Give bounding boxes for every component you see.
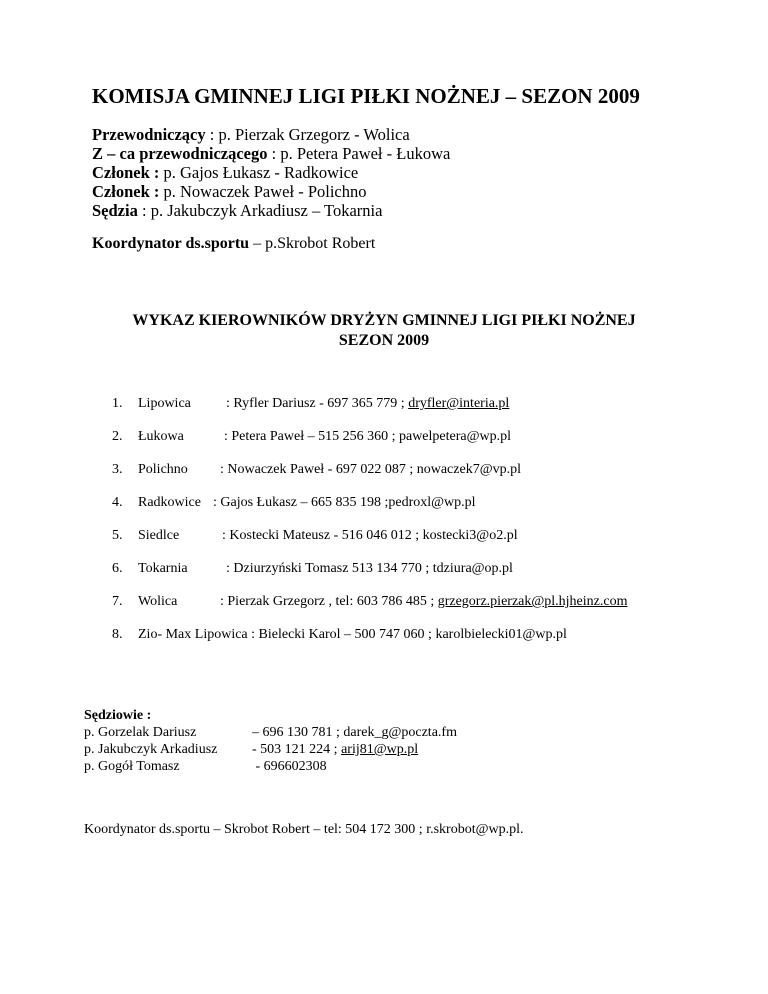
managers-title-season: SEZON 2009 (338, 332, 430, 349)
team-name: Siedlce (138, 528, 180, 543)
commission-vice-chair-line (92, 144, 450, 163)
team-row (112, 561, 513, 577)
commission-role: Członek : (92, 163, 160, 182)
commission-role: Członek : (92, 182, 160, 201)
referee-phone: - 696602308 (252, 759, 327, 774)
referee-name: p. Jakubczyk Arkadiusz (84, 742, 218, 757)
team-row (112, 594, 628, 610)
team-email: kostecki3@o2.pl (422, 528, 518, 543)
team-manager-contact: : Gajos Łukasz – 665 835 198 ; (213, 495, 389, 510)
team-email: karolbielecki01@wp.pl (435, 627, 567, 642)
referee-email-link[interactable]: arij81@wp.pl (341, 742, 419, 757)
team-manager-contact: : Nowaczek Paweł - 697 022 087 ; (220, 462, 417, 477)
coordinator-line (92, 235, 375, 253)
team-name: Lipowica (138, 396, 191, 411)
team-manager-info (248, 627, 567, 642)
referee-phone: - 503 121 224 ; (252, 742, 342, 757)
team-name: Polichno (138, 462, 188, 477)
team-email: pedroxl@wp.pl (388, 495, 476, 510)
coordinator-name: – p.Skrobot Robert (249, 235, 376, 252)
referee-row (84, 741, 457, 758)
commission-member: p. Jakubczyk Arkadiusz – Tokarnia (150, 201, 383, 220)
referee-email: darek_g@poczta.fm (343, 725, 457, 740)
referees-heading: Sędziowie : (84, 708, 152, 723)
team-number: 8. (112, 627, 123, 642)
team-number: 4. (112, 495, 123, 510)
team-row (112, 528, 518, 544)
team-manager-info (226, 396, 509, 412)
team-manager-contact: : Pierzak Grzegorz , tel: 603 786 485 ; (220, 594, 438, 609)
team-email-link[interactable]: dryfler@interia.pl (408, 396, 510, 411)
managers-section-title (60, 311, 708, 351)
referee-name: p. Gogół Tomasz (84, 759, 180, 774)
team-number: 7. (112, 594, 123, 609)
team-row (112, 462, 521, 478)
commission-role: Z – ca przewodniczącego (92, 144, 268, 163)
managers-title-line: WYKAZ KIEROWNIKÓW DRYŻYN GMINNEJ LIGI PIŁKI NOŻNEJ (132, 312, 636, 329)
team-manager-info (220, 462, 521, 478)
team-number: 1. (112, 396, 123, 411)
commission-member: p. Pierzak Grzegorz - Wolica (218, 125, 410, 144)
team-name: Zio- Max Lipowica (138, 627, 248, 642)
team-manager-info (213, 495, 476, 511)
commission-separator: : (267, 144, 281, 163)
coordinator-contact-footer: Koordynator ds.sportu – Skrobot Robert – tel: 504 172 300 ; r.skrobot@wp.pl. (84, 822, 524, 837)
team-manager-contact: : Ryfler Dariusz - 697 365 779 ; (226, 396, 409, 411)
team-row (112, 495, 476, 511)
team-manager-contact: : Petera Paweł – 515 256 360 ; (224, 429, 399, 444)
commission-member: p. Nowaczek Paweł - Polichno (163, 182, 367, 201)
commission-separator: : (137, 201, 151, 220)
team-email-link[interactable]: grzegorz.pierzak@pl.hjheinz.com (437, 594, 628, 609)
team-manager-contact: : Bielecki Karol – 500 747 060 ; (247, 627, 436, 642)
commission-role: Przewodniczący (92, 125, 206, 144)
commission-chair-line (92, 125, 410, 144)
team-row (112, 429, 511, 445)
team-manager-info (220, 594, 627, 610)
document-title: KOMISJA GMINNEJ LIGI PIŁKI NOŻNEJ – SEZON 2009 (92, 84, 640, 108)
commission-separator: : (205, 125, 219, 144)
commission-member: p. Petera Paweł - Łukowa (280, 144, 451, 163)
referee-row (84, 724, 457, 741)
team-name: Tokarnia (138, 561, 188, 576)
team-email: pawelpetera@wp.pl (398, 429, 511, 444)
team-number: 2. (112, 429, 123, 444)
team-row (112, 396, 510, 412)
commission-member-line (92, 182, 367, 201)
team-manager-info (222, 528, 518, 544)
team-name: Radkowice (138, 495, 201, 510)
team-row (112, 627, 567, 643)
team-manager-info (226, 561, 513, 577)
commission-member-line (92, 163, 358, 182)
team-manager-contact: : Kostecki Mateusz - 516 046 012 ; (222, 528, 423, 543)
commission-referee-line (92, 201, 382, 220)
referee-phone: – 696 130 781 ; (252, 725, 344, 740)
team-number: 5. (112, 528, 123, 543)
referees-section (84, 707, 457, 775)
team-number: 3. (112, 462, 123, 477)
team-email: nowaczek7@vp.pl (416, 462, 521, 477)
team-name: Łukowa (138, 429, 184, 444)
referee-name: p. Gorzelak Dariusz (84, 725, 197, 740)
referee-row (84, 758, 457, 775)
team-email: tdziura@op.pl (432, 561, 513, 576)
team-number: 6. (112, 561, 123, 576)
commission-role: Sędzia (92, 201, 138, 220)
coordinator-label: Koordynator ds.sportu (92, 235, 250, 252)
team-name: Wolica (138, 594, 178, 609)
team-manager-info (224, 429, 511, 445)
team-manager-contact: : Dziurzyński Tomasz 513 134 770 ; (226, 561, 433, 576)
commission-member: p. Gajos Łukasz - Radkowice (163, 163, 359, 182)
